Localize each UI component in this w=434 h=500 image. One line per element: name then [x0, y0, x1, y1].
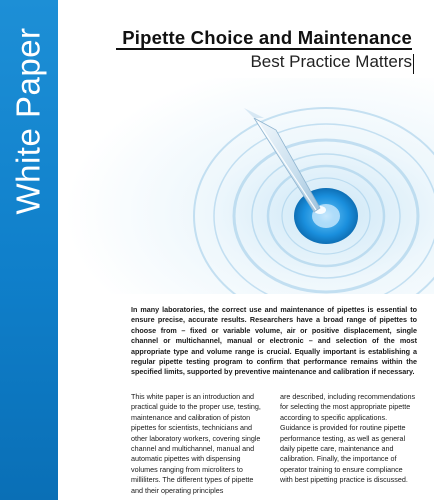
- body-column-right: are described, including recommendations for selecting the most appropriate pipette according to specific applications. Guidance is provided for routine pipette performance testing, as well as general daily pipette care, maintenance and calibration. Finally, the importance of operator training to ensure compliance with best pipetting practice is discussed.: [280, 392, 416, 485]
- white-paper-label: White Paper: [10, 27, 47, 215]
- pipette-illustration: [58, 78, 434, 294]
- side-label-wrap: [4, 6, 54, 236]
- page-subtitle: Best Practice Matters: [250, 52, 412, 71]
- subtitle-bar: [413, 54, 415, 74]
- side-band: [0, 0, 58, 500]
- header-rule: [116, 48, 412, 50]
- page-title: Pipette Choice and Maintenance: [122, 27, 412, 48]
- intro-paragraph: In many laboratories, the correct use and maintenance of pipettes is essential to ensure precise, accurate results. Researchers have a broad range of pipettes to choose from – fixed or variable volume, air or positive displacement, single channel or multichannel, manual or electronic – and selection of the most appropriate type and volume range is crucial. Equally important is establishing a regular pipette testing program to confirm that performance remains within the specified limits, supported by preventive maintenance and calibration if necessary.: [131, 305, 417, 377]
- hero-image: [58, 78, 434, 294]
- body-column-left: This white paper is an introduction and practical guide to the proper use, testing, maintenance and calibration of piston pipettes for scientists, technicians and other laboratory workers, covering single channel and multichannel, manual and automatic pipettes with dispensing volumes ranging from microliters to milliliters. The different types of pipette and their operating principles: [131, 392, 261, 495]
